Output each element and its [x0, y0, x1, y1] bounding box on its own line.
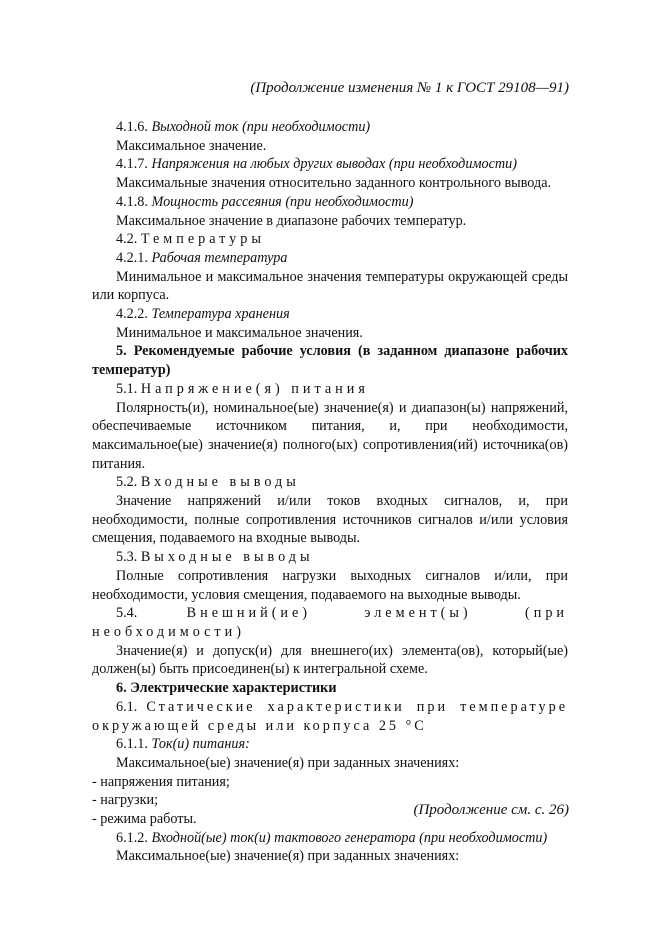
section-5-heading: 5. Рекомендуемые рабочие условия (в заданном диапазоне рабочих температур)	[92, 343, 568, 379]
list-item: - напряжения питания;	[92, 773, 230, 790]
paragraph: Минимальное и максимальное значения.	[116, 324, 363, 341]
paragraph: Максимальное значение в диапазоне рабочих температур.	[116, 212, 467, 229]
paragraph: Минимальное и максимальное значения температуры окружающей среды или корпуса.	[92, 268, 568, 304]
paragraph: Значение(я) и допуск(и) для внешнего(их) элемента(ов), который(ые) должен(ы) быть присоединен(ы) к интегральной схеме.	[92, 642, 568, 678]
paragraph: Полярность(и), номинальное(ые) значение(я) и диапазон(ы) напряжений, обеспечиваемые источником питания, и, при необходимости, максимальное(ые) значение(я) полного(ых) сопротивления(ий) источника(ов) питания.	[92, 399, 568, 472]
paragraph: Максимальные значения относительно заданного контрольного вывода.	[116, 175, 552, 192]
document-body	[92, 118, 568, 866]
clause-4-1-7: 4.1.7. Напряжения на любых других выводах (при необходимости)	[116, 156, 517, 173]
paragraph: Максимальное значение.	[116, 137, 267, 154]
clause-5-4: 5.4. Внешний(ие) элемент(ы) (при необходимости)	[92, 605, 569, 640]
clause-4-2-2: 4.2.2. Температура хранения	[116, 306, 290, 323]
list-item: - режима работы.	[92, 811, 197, 828]
clause-6-1-1: 6.1.1. Ток(и) питания:	[116, 736, 250, 753]
paragraph: Максимальное(ые) значение(я) при заданных значениях:	[116, 754, 460, 771]
clause-4-1-8: 4.1.8. Мощность рассеяния (при необходимости)	[116, 193, 414, 210]
clause-5-3: 5.3. Выходные выводы	[116, 549, 314, 566]
paragraph: Полные сопротивления нагрузки выходных сигналов и/или, при необходимости, условия смещения, подаваемого на выходные выводы.	[92, 567, 568, 603]
page-footer: (Продолжение см. с. 26)	[413, 802, 569, 818]
clause-4-2-1: 4.2.1. Рабочая температура	[116, 249, 288, 266]
clause-4-2: 4.2. Температуры	[116, 231, 265, 248]
clause-6-1-2: 6.1.2. Входной(ые) ток(и) тактового генератора (при необходимости)	[116, 829, 548, 846]
paragraph: Максимальное(ые) значение(я) при заданных значениях:	[116, 848, 460, 865]
clause-5-2: 5.2. Входные выводы	[116, 474, 300, 491]
clause-4-1-6: 4.1.6. Выходной ток (при необходимости)	[116, 119, 371, 135]
clause-6-1: 6.1. Статические характеристики при температуре окружающей среды или корпуса 25 °С	[92, 698, 568, 734]
page-header: (Продолжение изменения № 1 к ГОСТ 29108—91)	[250, 80, 569, 96]
section-6-heading: 6. Электрические характеристики	[116, 680, 337, 697]
paragraph: Значение напряжений и/или токов входных сигналов, и, при необходимости, полные сопротивления источников сигналов и/или условия смещения, подаваемого на входные выводы.	[92, 493, 568, 547]
list-item: - нагрузки;	[92, 792, 159, 809]
clause-5-1: 5.1. Напряжение(я) питания	[116, 380, 369, 397]
